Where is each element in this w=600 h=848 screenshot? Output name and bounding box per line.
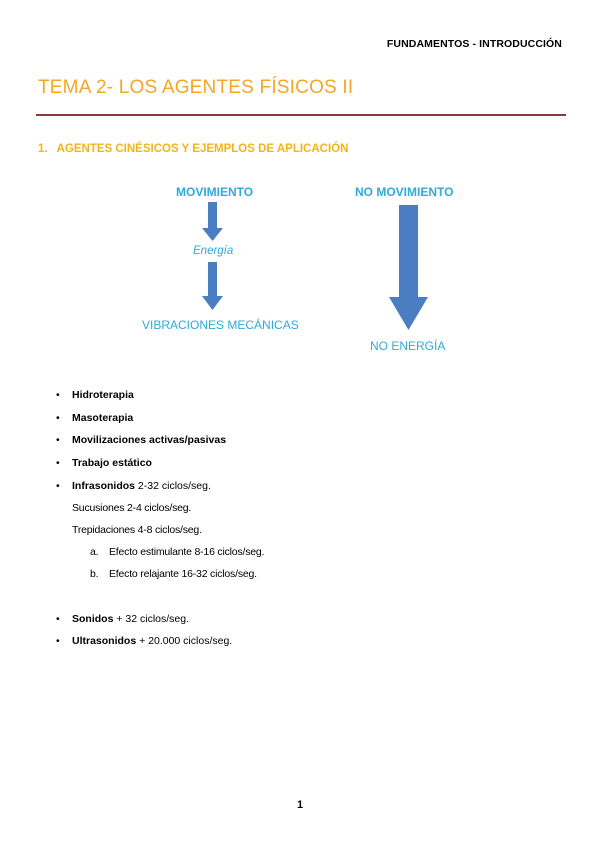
list-item-detail: + 32 ciclos/seg. — [113, 613, 190, 625]
bullet-icon: • — [56, 480, 60, 492]
bullet-icon: • — [56, 457, 60, 469]
sub-item-trepidaciones: Trepidaciones 4-8 ciclos/seg. — [72, 524, 202, 536]
arrow-energia-vibraciones — [202, 262, 223, 310]
sub-sub-item — [90, 546, 264, 558]
bullet-icon: • — [56, 412, 60, 424]
section-number: 1. — [38, 143, 48, 155]
list-item-label: Infrasonidos — [72, 480, 136, 492]
diagram-no-movimiento: NO MOVIMIENTO — [355, 185, 454, 199]
list-item-label: Ultrasonidos — [72, 635, 137, 647]
list-item-detail: 2-32 ciclos/seg. — [135, 480, 211, 492]
list-item-label: Sonidos — [72, 613, 114, 625]
list-item-label: Movilizaciones activas/pasivas — [72, 434, 227, 446]
bullet-icon: • — [56, 434, 60, 446]
diagram-energia: Energía — [193, 245, 234, 257]
section-title: AGENTES CINÉSICOS Y EJEMPLOS DE APLICACIÓN — [56, 143, 349, 155]
sub-sub-marker: a. — [90, 546, 99, 558]
sub-sub-item — [90, 568, 257, 580]
sub-sub-text: Efecto estimulante 8-16 ciclos/seg. — [109, 546, 265, 558]
diagram-arrows — [0, 0, 600, 370]
bullet-icon: • — [56, 613, 60, 625]
page-header: FUNDAMENTOS - INTRODUCCIÓN — [386, 38, 562, 50]
arrow-movimiento-energia — [202, 202, 223, 241]
page-number: 1 — [296, 799, 304, 811]
diagram-movimiento: MOVIMIENTO — [176, 185, 254, 199]
page-title: TEMA 2- LOS AGENTES FÍSICOS II — [38, 77, 354, 98]
bullet-icon: • — [56, 389, 60, 401]
diagram-no-energia: NO ENERGÍA — [370, 339, 446, 353]
sub-item-sucusiones: Sucusiones 2-4 ciclos/seg. — [72, 502, 192, 514]
list-item-label: Trabajo estático — [72, 457, 152, 469]
sub-sub-text: Efecto relajante 16-32 ciclos/seg. — [109, 568, 257, 580]
arrow-no-movimiento — [389, 205, 428, 330]
list-item-label: Hidroterapia — [72, 389, 134, 401]
list-item-label: Masoterapia — [72, 412, 134, 424]
diagram-vibraciones: VIBRACIONES MECÁNICAS — [142, 318, 299, 332]
list-item-detail: + 20.000 ciclos/seg. — [136, 635, 233, 647]
bullet-icon: • — [56, 635, 60, 647]
sub-sub-marker: b. — [90, 568, 99, 580]
